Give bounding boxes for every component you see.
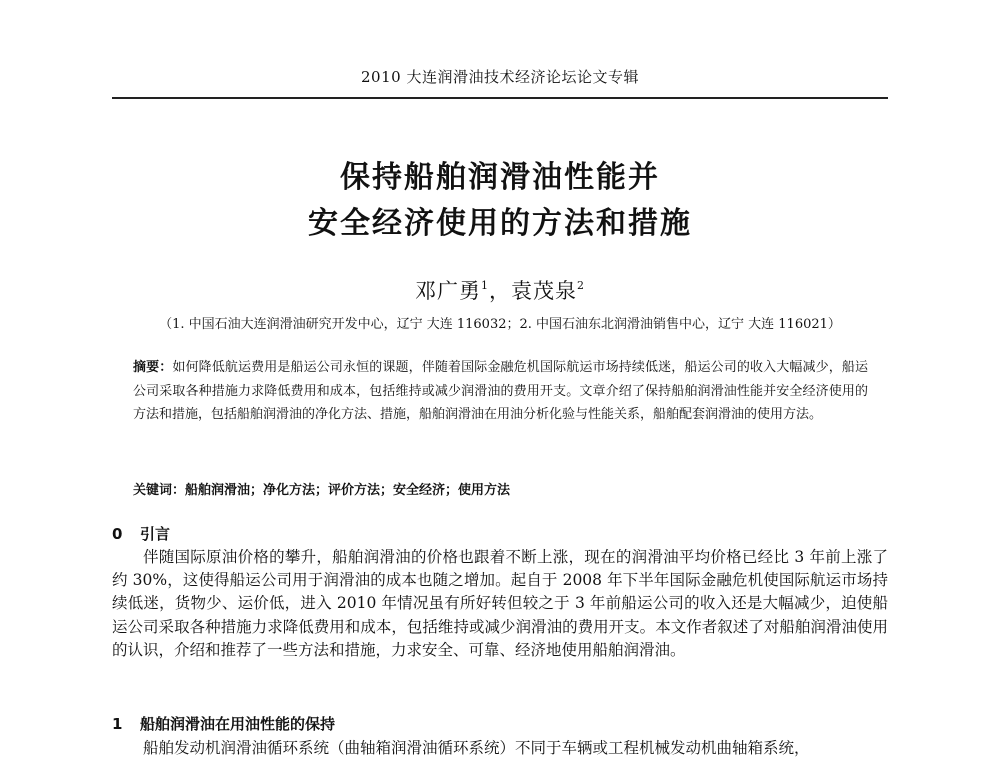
keywords-label: 关键词： (133, 483, 186, 498)
paper-title (0, 155, 1000, 247)
header-rule (112, 97, 888, 99)
body-paragraph: 伴随国际原油价格的攀升，船舶润滑油的价格也跟着不断上涨，现在的润滑油平均价格已经比 3 年前上涨了约 30%，这使得船运公司用于润滑油的成本也随之增加。起自于 2008 年下半年国际金融危机使国际航运市场持续低迷，货物少、运价低，进入 2010 年情况虽有所好转但较之于 3 年前船运公司的收入还是大幅减少，迫使船运公司采取各种措施力求降低费用和成本，包括维持或减少润滑油的费用开支。本文作者叙述了对船舶润滑油使用的认识，介绍和推荐了一些方法和措施，力求安全、可靠、经济地使用船舶润滑油。 (112, 548, 888, 659)
section-heading-oil-performance (112, 713, 335, 734)
title-line-2: 安全经济使用的方法和措施 (308, 206, 692, 241)
section-heading-introduction (112, 523, 170, 544)
keywords (133, 479, 868, 498)
body-paragraph: 船舶发动机润滑油循环系统（曲轴箱润滑油循环系统）不同于车辆或工程机械发动机曲轴箱系统， (143, 739, 810, 757)
author-affiliation-marker: 2 (577, 279, 585, 292)
section-title: 引言 (140, 525, 171, 543)
author-list (0, 275, 1000, 305)
abstract-label: 摘要： (133, 360, 173, 375)
section-number: 1 (112, 715, 123, 733)
affiliation-line: （1. 中国石油大连润滑油研究开发中心，辽宁 大连 116032；2. 中国石油东北润滑油销售中心，辽宁 大连 116021） (159, 317, 841, 332)
author-affiliation-marker: 1 (481, 279, 489, 292)
keywords-text: 船舶润滑油；净化方法；评价方法；安全经济；使用方法 (185, 483, 511, 498)
abstract (133, 356, 868, 427)
section-number: 0 (112, 525, 123, 543)
running-header: 2010 大连润滑油技术经济论坛论文专辑 (361, 68, 639, 86)
author-name: 袁茂泉 (511, 279, 577, 303)
title-line-1: 保持船舶润滑油性能并 (340, 160, 660, 195)
author-separator: ， (489, 279, 511, 303)
section-title: 船舶润滑油在用油性能的保持 (140, 715, 336, 733)
abstract-text: 如何降低航运费用是船运公司永恒的课题，伴随着国际金融危机国际航运市场持续低迷，船运公司的收入大幅减少，船运公司采取各种措施力求降低费用和成本，包括维持或减少润滑油的费用开支。文章介绍了保持船舶润滑油性能并安全经济使用的方法和措施，包括船舶润滑油的净化方法、措施，船舶润滑油在用油分析化验与性能关系，船舶配套润滑油的使用方法。 (133, 360, 868, 422)
author-name: 邓广勇 (415, 279, 481, 303)
